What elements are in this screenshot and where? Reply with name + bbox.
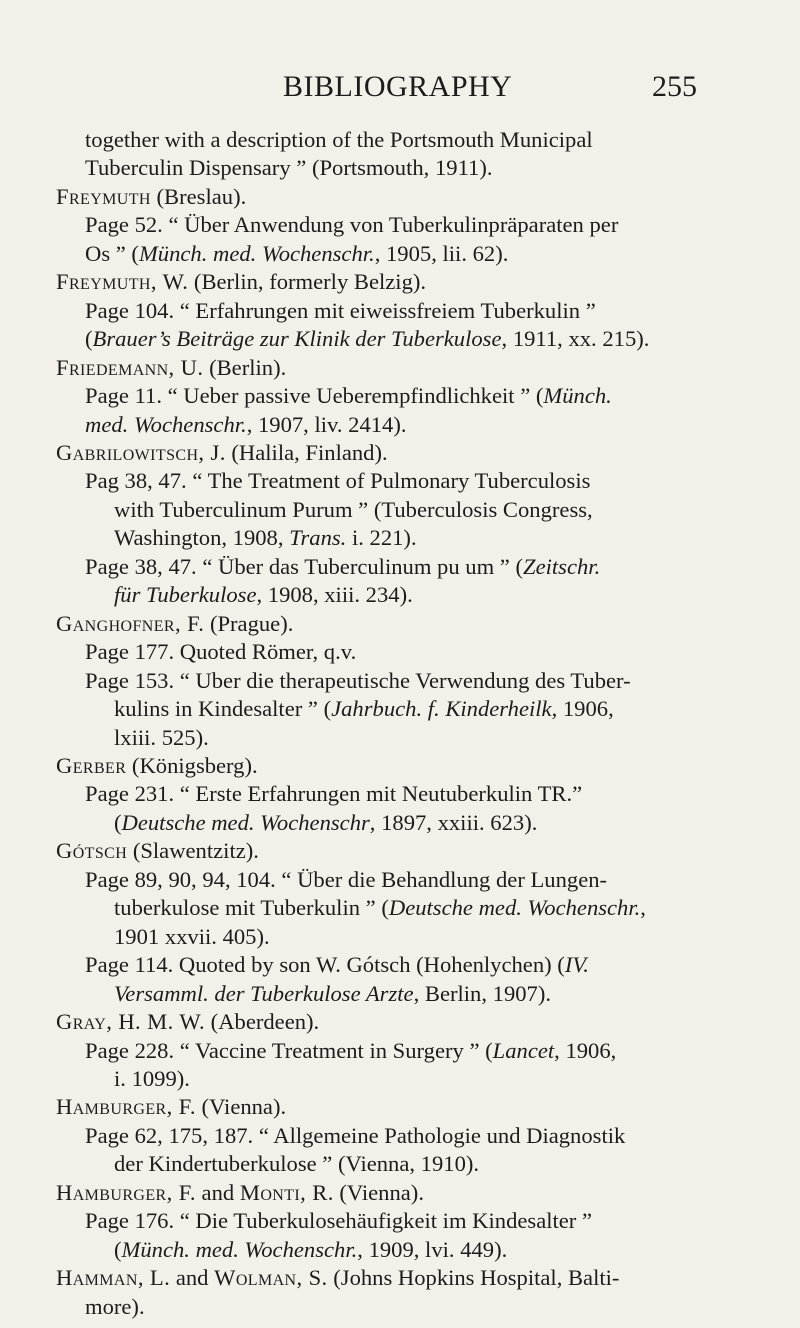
- line-text: Page 38, 47. “ Über das Tuberculinum pu um ” (: [85, 553, 524, 579]
- author-name: Gray, H. M. W.: [56, 1009, 206, 1035]
- entry-text-line: [56, 1293, 756, 1321]
- entry-author-line: [56, 354, 756, 382]
- line-text: Pag 38, 47. “ The Treatment of Pulmonary Tuberculosis: [85, 468, 591, 494]
- entry-text-line: [56, 923, 756, 951]
- line-text: i. 1099).: [114, 1065, 190, 1091]
- line-text: , Berlin, 1907).: [413, 980, 552, 1006]
- running-title: BIBLIOGRAPHY: [283, 70, 513, 103]
- line-text: (Berlin).: [203, 354, 287, 380]
- line-text: , 1908, xiii. 234).: [256, 582, 413, 608]
- entry-author-line: [56, 1093, 756, 1121]
- author-name: Ganghofner, F.: [56, 610, 205, 636]
- bibliography-text: [56, 126, 756, 1321]
- line-text: Page 62, 175, 187. “ Allgemeine Pathologie und Diagnostik: [85, 1122, 626, 1148]
- line-text: tuberkulose mit Tuberkulin ” (: [114, 895, 389, 921]
- line-text: (Vienna).: [333, 1179, 424, 1205]
- line-text: and: [170, 1265, 215, 1291]
- entry-text-line: [56, 524, 756, 552]
- entry-text-line: [56, 1236, 756, 1264]
- author-name: Wolman, S.: [214, 1265, 328, 1291]
- line-text: (: [114, 809, 122, 835]
- journal-title: Trans.: [289, 525, 347, 551]
- entry-text-line: [56, 1150, 756, 1178]
- page-header: [0, 70, 800, 110]
- line-text: (Vienna).: [195, 1094, 287, 1120]
- journal-title: Brauer’s Beiträge zur Klinik der Tuberkulose: [92, 326, 502, 352]
- author-name: Freymuth, W.: [56, 269, 189, 295]
- author-name: Monti, R.: [239, 1179, 334, 1205]
- line-text: (: [85, 326, 93, 352]
- line-text: (Johns Hopkins Hospital, Balti-: [327, 1265, 620, 1291]
- author-name: Friedemann, U.: [56, 354, 204, 380]
- entry-text-line: [56, 240, 756, 268]
- entry-author-line: [56, 268, 756, 296]
- line-text: ,: [640, 895, 646, 921]
- line-text: (Königsberg).: [126, 752, 258, 778]
- line-text: 1901 xxvii. 405).: [114, 923, 270, 949]
- journal-title: für Tuberkulose: [114, 582, 257, 608]
- line-text: (Prague).: [204, 610, 294, 636]
- entry-text-line: [56, 894, 756, 922]
- line-text: Page 177. Quoted Römer, q.v.: [85, 639, 357, 665]
- line-text: (Slawentzitz).: [127, 838, 259, 864]
- entry-author-line: [56, 439, 756, 467]
- line-text: Os ” (: [85, 240, 139, 266]
- journal-title: Jahrbuch. f. Kinderheilk: [331, 696, 552, 722]
- entry-text-line: [56, 325, 756, 353]
- journal-title: med. Wochenschr.: [85, 411, 247, 437]
- entry-text-line: [56, 126, 756, 154]
- line-text: (: [114, 1236, 122, 1262]
- entry-text-line: [56, 411, 756, 439]
- line-text: (Berlin, formerly Belzig).: [188, 269, 427, 295]
- author-name: Gabrilowitsch, J.: [56, 439, 226, 465]
- entry-text-line: [56, 809, 756, 837]
- entry-text-line: [56, 581, 756, 609]
- entry-text-line: [56, 951, 756, 979]
- line-text: , 1897, xxiii. 623).: [369, 809, 538, 835]
- entry-text-line: [56, 695, 756, 723]
- line-text: , 1909, lvi. 449).: [357, 1236, 508, 1262]
- line-text: Page 231. “ Erste Erfahrungen mit Neutuberkulin TR.”: [85, 781, 583, 807]
- entry-author-line: [56, 610, 756, 638]
- journal-title: Versamml. der Tuberkulose Arzte: [114, 980, 414, 1006]
- line-text: together with a description of the Portsmouth Municipal: [85, 127, 593, 152]
- line-text: , 1907, liv. 2414).: [246, 411, 407, 437]
- line-text: Page 176. “ Die Tuberkulosehäufigkeit im Kindesalter ”: [85, 1208, 593, 1234]
- line-text: Page 11. “ Ueber passive Ueberempfindlichkeit ” (: [85, 383, 544, 409]
- journal-title: Münch. med. Wochenschr.: [138, 240, 375, 266]
- line-text: , 1905, lii. 62).: [374, 240, 509, 266]
- line-text: (Aberdeen).: [205, 1009, 320, 1035]
- entry-author-line: [56, 837, 756, 865]
- line-text: Page 52. “ Über Anwendung von Tuberkulinpräparaten per: [85, 212, 619, 238]
- line-text: Page 153. “ Uber die therapeutische Verwendung des Tuber-: [85, 667, 631, 693]
- entry-text-line: [56, 1065, 756, 1093]
- entry-text-line: [56, 467, 756, 495]
- journal-title: Deutsche med. Wochenschr.: [388, 895, 641, 921]
- author-name: Gótsch: [56, 838, 128, 864]
- entry-text-line: [56, 780, 756, 808]
- line-text: (Halila, Finland).: [225, 439, 388, 465]
- line-text: Washington, 1908,: [114, 525, 290, 551]
- entry-text-line: [56, 553, 756, 581]
- journal-title: Lancet: [492, 1037, 555, 1063]
- entry-text-line: [56, 496, 756, 524]
- page-number: 255: [652, 70, 697, 103]
- entry-author-line: [56, 1179, 756, 1207]
- line-text: lxiii. 525).: [114, 724, 209, 750]
- line-text: with Tuberculinum Purum ” (Tuberculosis Congress,: [114, 496, 593, 522]
- author-name: Gerber: [56, 752, 127, 778]
- entry-author-line: [56, 1008, 756, 1036]
- line-text: , 1906,: [551, 696, 614, 722]
- author-name: Hamburger, F.: [56, 1179, 196, 1205]
- entry-text-line: [56, 1037, 756, 1065]
- line-text: more).: [85, 1293, 145, 1319]
- entry-text-line: [56, 724, 756, 752]
- entry-author-line: [56, 183, 756, 211]
- line-text: , 1906,: [554, 1037, 617, 1063]
- entry-text-line: [56, 1207, 756, 1235]
- journal-title: Münch.: [543, 383, 612, 409]
- line-text: , 1911, xx. 215).: [501, 326, 650, 352]
- line-text: kulins in Kindesalter ” (: [114, 696, 332, 722]
- entry-text-line: [56, 211, 756, 239]
- entry-text-line: [56, 638, 756, 666]
- line-text: Page 228. “ Vaccine Treatment in Surgery ” (: [85, 1037, 493, 1063]
- journal-title: Zeitschr.: [523, 553, 601, 579]
- author-name: Freymuth: [56, 183, 151, 209]
- journal-title: Münch. med. Wochenschr.: [121, 1236, 358, 1262]
- journal-title: Deutsche med. Wochenschr: [121, 809, 370, 835]
- line-text: Page 114. Quoted by son W. Gótsch (Hohenlychen) (: [85, 952, 565, 978]
- journal-title: IV.: [564, 952, 589, 978]
- line-text: and: [195, 1179, 240, 1205]
- entry-text-line: [56, 866, 756, 894]
- entry-text-line: [56, 667, 756, 695]
- author-name: Hamburger, F.: [56, 1094, 196, 1120]
- entry-text-line: [56, 980, 756, 1008]
- line-text: (Breslau).: [150, 183, 247, 209]
- entry-text-line: [56, 154, 756, 182]
- entry-author-line: [56, 1264, 756, 1292]
- line-text: Page 104. “ Erfahrungen mit eiweissfreiem Tuberkulin ”: [85, 297, 596, 323]
- entry-text-line: [56, 382, 756, 410]
- entry-text-line: [56, 1122, 756, 1150]
- line-text: Tuberculin Dispensary ” (Portsmouth, 1911).: [85, 155, 493, 181]
- line-text: i. 221).: [346, 525, 417, 551]
- entry-text-line: [56, 297, 756, 325]
- entry-author-line: [56, 752, 756, 780]
- line-text: der Kindertuberkulose ” (Vienna, 1910).: [114, 1151, 480, 1177]
- line-text: Page 89, 90, 94, 104. “ Über die Behandlung der Lungen-: [85, 866, 608, 892]
- author-name: Hamman, L.: [56, 1265, 171, 1291]
